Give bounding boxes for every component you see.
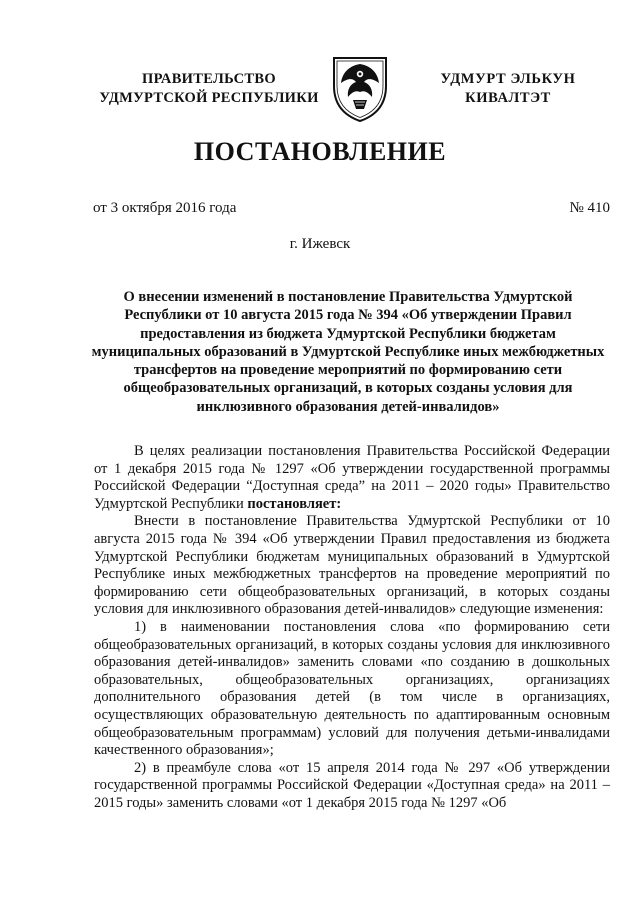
document-body bbox=[94, 443, 610, 812]
issuer-russian bbox=[84, 70, 334, 108]
body-paragraph-amend-intro: Внести в постановление Правительства Удмуртской Республики от 10 августа 2015 года № 394 «Об утверждении Правил предоставления из бюджета Удмуртской Республики бюджетам муниципальных образований в Удмуртской Республике иных межбюджетных трансфертов на проведение мероприятий по формированию сети общеобразовательных организаций, в которых созданы условия для инклюзивного образования детей-инвалидов» следующие изменения: bbox=[94, 513, 610, 618]
coat-of-arms-emblem bbox=[328, 52, 392, 124]
preamble-resolves: постановляет: bbox=[247, 495, 342, 512]
document-subject: О внесении изменений в постановление Правительства Удмуртской Республики от 10 августа 2015 года № 394 «Об утверждении Правил предоставления из бюджета Удмуртской Республики бюджетам муниципальных образований в Удмуртской Республике иных межбюджетных трансфертов на проведение мероприятий по формированию сети общеобразовательных организаций, в которых созданы условия для инклюзивного образования детей-инвалидов» bbox=[91, 289, 605, 415]
document-number: № 410 bbox=[569, 200, 610, 216]
issuer-udmurt-line1: УДМУРТ ЭЛЬКУН bbox=[440, 71, 576, 87]
issuer-udmurt-line2: КИВАЛТЭТ bbox=[465, 90, 551, 106]
issuer-russian-line2: УДМУРТСКОЙ РЕСПУБЛИКИ bbox=[99, 90, 319, 106]
document-date: от 3 октября 2016 года bbox=[93, 200, 237, 216]
body-paragraph-preamble bbox=[94, 443, 610, 513]
body-paragraph-item-2: 2) в преамбуле слова «от 15 апреля 2014 года № 297 «Об утверждении государственной программы Российской Федерации «Доступная среда» на 2011 – 2015 годы» заменить словами «от 1 декабря 2015 года № 1297 «Об bbox=[94, 759, 610, 811]
issuer-russian-line1: ПРАВИТЕЛЬСТВО bbox=[142, 71, 276, 87]
document-type-title: ПОСТАНОВЛЕНИЕ bbox=[193, 137, 447, 166]
body-paragraph-item-1: 1) в наименовании постановления слова «по формированию сети общеобразовательных организаций, в которых созданы условия для инклюзивного образования детей-инвалидов» заменить словами «по созданию в дошкольных образовательных, общеобразовательных организациях, организациях дополнительного образования детей (в том числе в организациях, осуществляющих образовательную деятельность по адаптированным основным общеобразовательным программам) условий для получения детьми-инвалидами качественного образования»; bbox=[94, 618, 610, 759]
issuer-udmurt bbox=[408, 70, 608, 108]
preamble-text: В целях реализации постановления Правительства Российской Федерации от 1 декабря 2015 года № 1297 «Об утверждении государственной программы Российской Федерации “Доступная среда” на 2011 – 2020 годы» Правительство Удмуртской Республики bbox=[94, 443, 610, 512]
document-city: г. Ижевск bbox=[289, 236, 351, 252]
